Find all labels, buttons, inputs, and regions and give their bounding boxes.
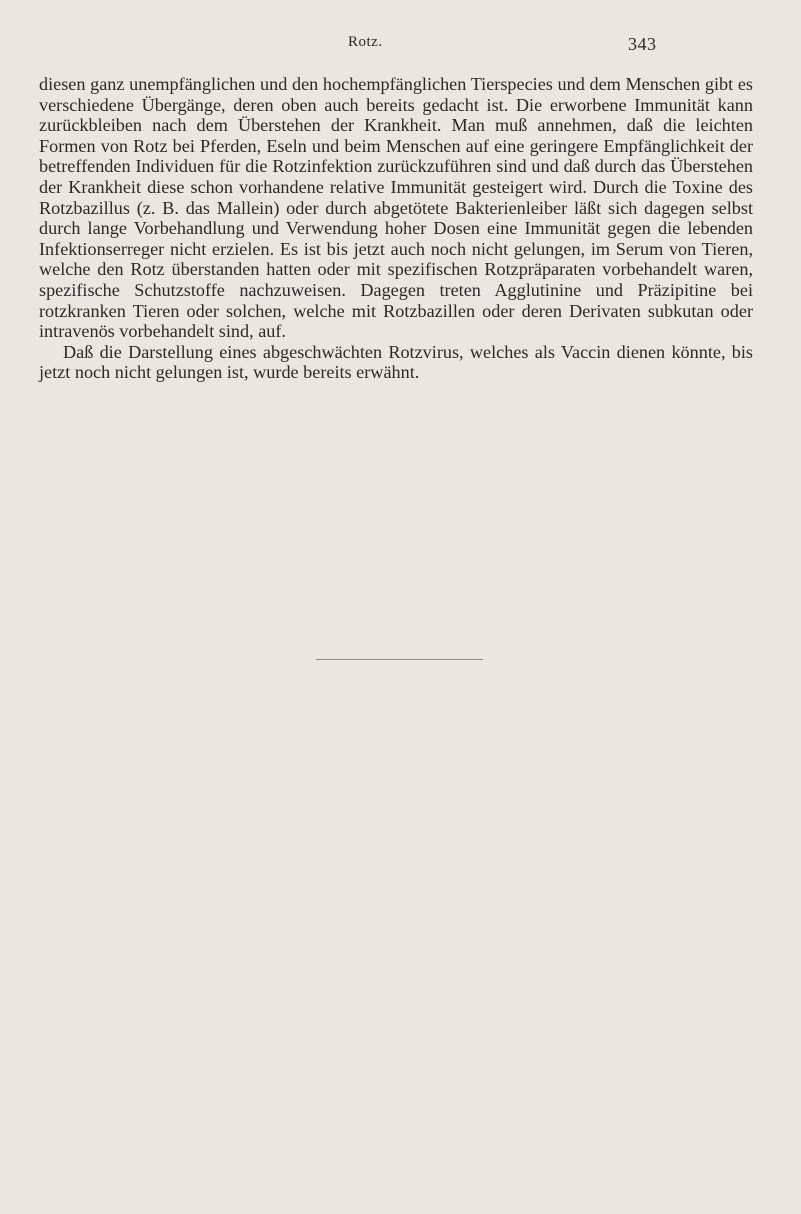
running-head [0, 34, 801, 58]
body-text [39, 74, 753, 383]
paragraph-1: diesen ganz unempfänglichen und den hochempfänglichen Tierspecies und dem Menschen gibt es verschiedene Übergänge, deren oben auch bereits gedacht ist. Die erworbene Immunität kann zurückbleiben nach dem Überstehen der Krankheit. Man muß annehmen, daß die leichten Formen von Rotz bei Pferden, Eseln und beim Menschen auf eine geringere Empfänglichkeit der betreffenden Individuen für die Rotzinfektion zurückzuführen sind und daß durch das Überstehen der Krankheit diese schon vorhandene relative Immunität gesteigert wird. Durch die Toxine des Rotzbazillus (z. B. das Mallein) oder durch abgetötete Bakterienleiber läßt sich dagegen selbst durch lange Vorbehandlung und Verwendung hoher Dosen eine Immunität gegen die lebenden Infektionserreger nicht erzielen. Es ist bis jetzt auch noch nicht gelungen, im Serum von Tieren, welche den Rotz überstanden hatten oder mit spezifischen Rotzpräparaten vorbehandelt waren, spezifische Schutzstoffe nachzuweisen. Dagegen treten Agglutinine und Präzipitine bei rotzkranken Tieren oder solchen, welche mit Rotzbazillen oder deren Derivaten subkutan oder intravenös vorbehandelt sind, auf. [39, 74, 753, 342]
paragraph-2: Daß die Darstellung eines abgeschwächten Rotzvirus, welches als Vaccin dienen könnte, bis jetzt noch nicht gelungen ist, wurde bereits erwähnt. [39, 341, 753, 383]
running-title: Rotz. [348, 34, 383, 50]
page-number: 343 [628, 34, 657, 54]
section-divider [316, 659, 483, 660]
